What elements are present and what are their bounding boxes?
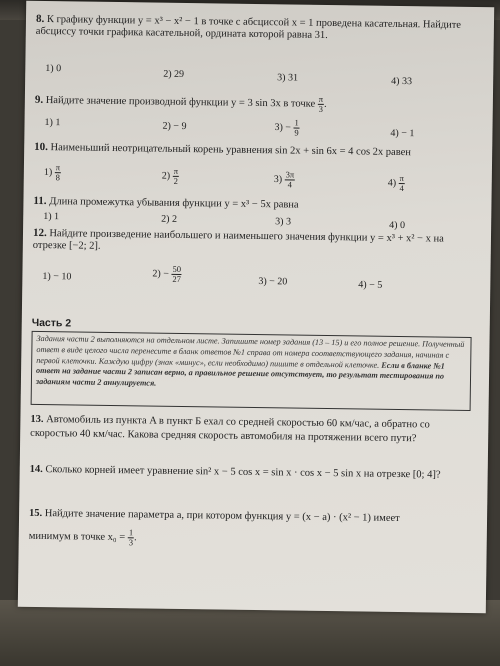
answer-option: 1) 0 xyxy=(45,63,62,75)
question-8 xyxy=(36,13,476,44)
question-10 xyxy=(34,141,474,160)
instructions-warning: Если в бланке №1 ответ на задание части 2 записан верно, а правильное решение отсутствует, то результат тестирования по заданиям части 2 аннулируется. xyxy=(35,360,445,388)
answer-option: 4) − 5 xyxy=(358,279,383,291)
question-text: Автомобиль из пункта A в пункт Б ехал со средней скоростью 60 км/час, а обратно со скоростью 40 км/час. Какова средняя скорость автомобиля на протяжении всего пути? xyxy=(30,414,430,445)
fraction: $\frac{1}{9}$ xyxy=(294,117,299,138)
instructions-text: Задания части 2 выполняются на отдельном листе. Запишите номер задания (13 – 15) и его полное решение. Полученный ответ в виде целого числа перенесите в бланк ответов №1 справа от номера соответствующего задания, начиная с первой клеточки. Каждую цифру (знак «минус», если необходимо) пишите в отдельной клеточке. xyxy=(36,333,465,370)
answer-option: 4) $\frac{\pi}{4}$ xyxy=(387,172,405,194)
question-text: минимум в точке x₀ = xyxy=(28,530,126,544)
part-2-title: Часть 2 xyxy=(31,316,72,330)
answer-option: 2) 2 xyxy=(161,213,178,225)
question-number: 15. xyxy=(29,507,43,520)
answer-option: 3) 3 xyxy=(275,216,292,228)
question-text: Найдите произведение наибольшего и наименьшего значения функции y = x³ + x² − x на отрезке [−2; 2]. xyxy=(32,228,444,252)
answer-option: 3) − 20 xyxy=(258,276,288,288)
fraction: $\frac{\pi}{8}$ xyxy=(55,162,61,183)
answer-option: 2) $\frac{\pi}{2}$ xyxy=(161,165,179,186)
answer-option: 1) 1 xyxy=(43,211,60,223)
question-11 xyxy=(33,195,473,214)
answer-option: 4) 33 xyxy=(391,75,413,88)
answer-option: 4) − 1 xyxy=(390,127,415,140)
question-text: Длина промежутка убывания функции y = x³ − 5x равна xyxy=(49,196,299,211)
answer-option: 4) 0 xyxy=(389,219,406,232)
answer-option: 2) − $\frac{50}{27}$ xyxy=(152,263,182,284)
question-text: К графику функции y = x³ − x² − 1 в точке с абсциссой x = 1 проведена касательная. Найдите абсциссу точки графика касательной, ордината которой равна 31. xyxy=(35,14,462,41)
fraction: $\frac{1}{3}$ xyxy=(128,527,134,548)
fraction: $\frac{50}{27}$ xyxy=(172,263,182,284)
question-15 xyxy=(29,507,469,527)
answer-option: 3) $\frac{3\pi}{4}$ xyxy=(273,169,295,190)
question-9: 9. Найдите значение производной функции y = 3 sin 3x в точке $\frac{\pi}{3}$ . xyxy=(34,93,327,114)
question-12 xyxy=(33,227,473,258)
question-text: Найдите значение производной функции y = 3 sin 3x в точке xyxy=(45,94,316,110)
answer-option: 3) − $\frac{1}{9}$ xyxy=(274,117,299,138)
question-number: 10. xyxy=(34,140,49,154)
question-15-line-2: минимум в точке x₀ = $\frac{1}{3}$ . xyxy=(28,527,137,548)
question-text: Сколько корней имеет уравнение sin² x − 5 cos x = sin x · cos x − 5 sin x на отрезке [0; 4]? xyxy=(45,464,441,481)
question-text: Найдите значение параметра a, при котором функция y = (x − a) · (x² − 1) имеет xyxy=(44,508,400,525)
fraction: $\frac{3\pi}{4}$ xyxy=(285,169,295,190)
question-number: 12. xyxy=(32,226,47,240)
question-14 xyxy=(30,463,470,483)
fraction: $\frac{\pi}{3}$ xyxy=(318,93,324,114)
question-number: 14. xyxy=(29,463,43,476)
question-text: Наименьший неотрицательный корень уравнения sin 2x + sin 6x = 4 cos 2x равен xyxy=(50,142,411,159)
question-number: 9. xyxy=(34,93,44,106)
answer-option: 1) $\frac{\pi}{8}$ xyxy=(43,162,61,183)
answer-option: 1) 1 xyxy=(44,117,61,129)
question-number: 8. xyxy=(35,12,45,26)
answer-option: 1) − 10 xyxy=(42,271,72,283)
instructions-box xyxy=(31,331,472,411)
answer-option: 2) − 9 xyxy=(162,120,187,133)
question-number: 13. xyxy=(30,413,44,426)
fraction: $\frac{\pi}{2}$ xyxy=(173,165,179,186)
question-number: 11. xyxy=(33,194,47,208)
question-13 xyxy=(30,413,470,447)
fraction: $\frac{\pi}{4}$ xyxy=(399,172,405,194)
answer-option: 3) 31 xyxy=(277,72,299,84)
exam-page xyxy=(18,1,494,613)
answer-option: 2) 29 xyxy=(163,68,185,80)
